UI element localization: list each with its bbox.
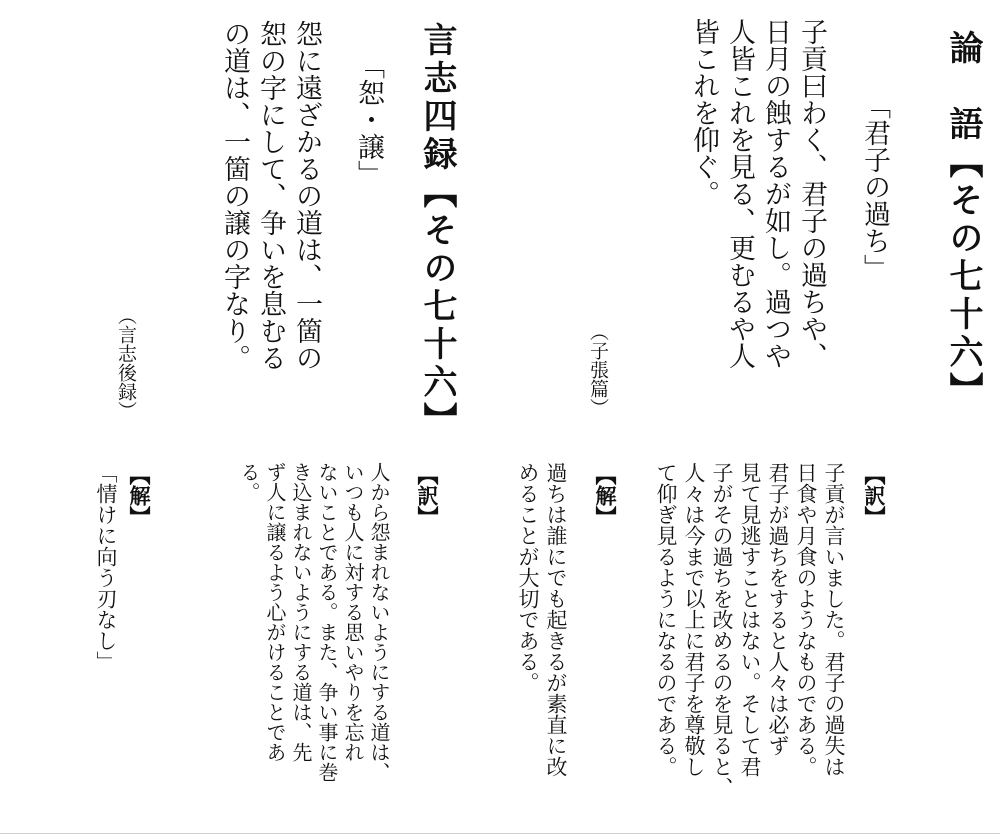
rongo-title: 論 語【その七十六】	[943, 30, 983, 410]
commentary-line: 過ちは誰にでも起きるが素直に改	[544, 462, 568, 777]
rongo-source: （子張篇）	[587, 322, 609, 417]
genshi-commentary	[92, 462, 120, 672]
verse-line: 人皆これを見る、更むるや人	[724, 18, 755, 369]
translation-line: 日食や月食のようなものである。	[794, 462, 818, 777]
genshi-title: 言志四録【その七十六】	[417, 22, 457, 440]
translation-line: いつも人に対する思いやりを忘れ	[341, 462, 365, 762]
rongo-subtitle: 「君子の過ち」	[859, 92, 890, 281]
commentary-line: 「情けに向う刃なし」	[94, 462, 118, 672]
translation-line: き込まれないようにする道は、先	[289, 462, 313, 762]
translation-line: 子がその過ちを改めるのを見ると、	[710, 462, 734, 798]
rongo-commentary	[514, 462, 570, 777]
verse-line: 恕の字にして、争いを息むる	[255, 20, 286, 371]
genshi-translation	[236, 462, 392, 782]
genshi-verse	[216, 20, 324, 371]
genshi-commentary-label: 【解】	[127, 464, 151, 527]
rongo-translation-label: 【訳】	[862, 464, 886, 527]
verse-line: 日月の蝕するが如し。過つや	[760, 18, 791, 369]
verse-line: 皆これを仰ぐ。	[688, 18, 719, 207]
translation-line: 君子が過ちをすると人々は必ず	[766, 462, 790, 756]
translation-line: 人から怨まれないようにする道は、	[367, 462, 391, 782]
page-bottom-rule	[0, 833, 1000, 834]
genshi-subtitle: 「恕・譲」	[353, 52, 384, 187]
commentary-line: めることが大切である。	[516, 462, 540, 693]
verse-line: の道は、一箇の譲の字なり。	[219, 20, 250, 371]
genshi-source: （言志後録）	[115, 306, 137, 420]
rongo-translation	[652, 462, 848, 798]
translation-line: 人々は今まで以上に君子を尊敬し	[682, 462, 706, 777]
rongo-verse	[685, 18, 829, 369]
genshi-translation-label: 【訳】	[415, 464, 439, 527]
translation-line: ず人に譲るよう心がけることであ	[263, 462, 287, 762]
translation-line: 子貢が言いました。君子の過失は	[822, 462, 846, 777]
verse-line: 怨に遠ざかるの道は、一箇の	[291, 20, 322, 371]
translation-line: て仰ぎ見るようになるのである。	[654, 462, 678, 777]
translation-line: ないことである。また、争い事に巻	[315, 462, 339, 782]
rongo-commentary-label: 【解】	[593, 464, 617, 527]
translation-line: 見て見逃すことはない。そして君	[738, 462, 762, 777]
verse-line: 子貢曰わく、君子の過ちや、	[796, 18, 827, 369]
translation-line: る。	[237, 462, 261, 502]
